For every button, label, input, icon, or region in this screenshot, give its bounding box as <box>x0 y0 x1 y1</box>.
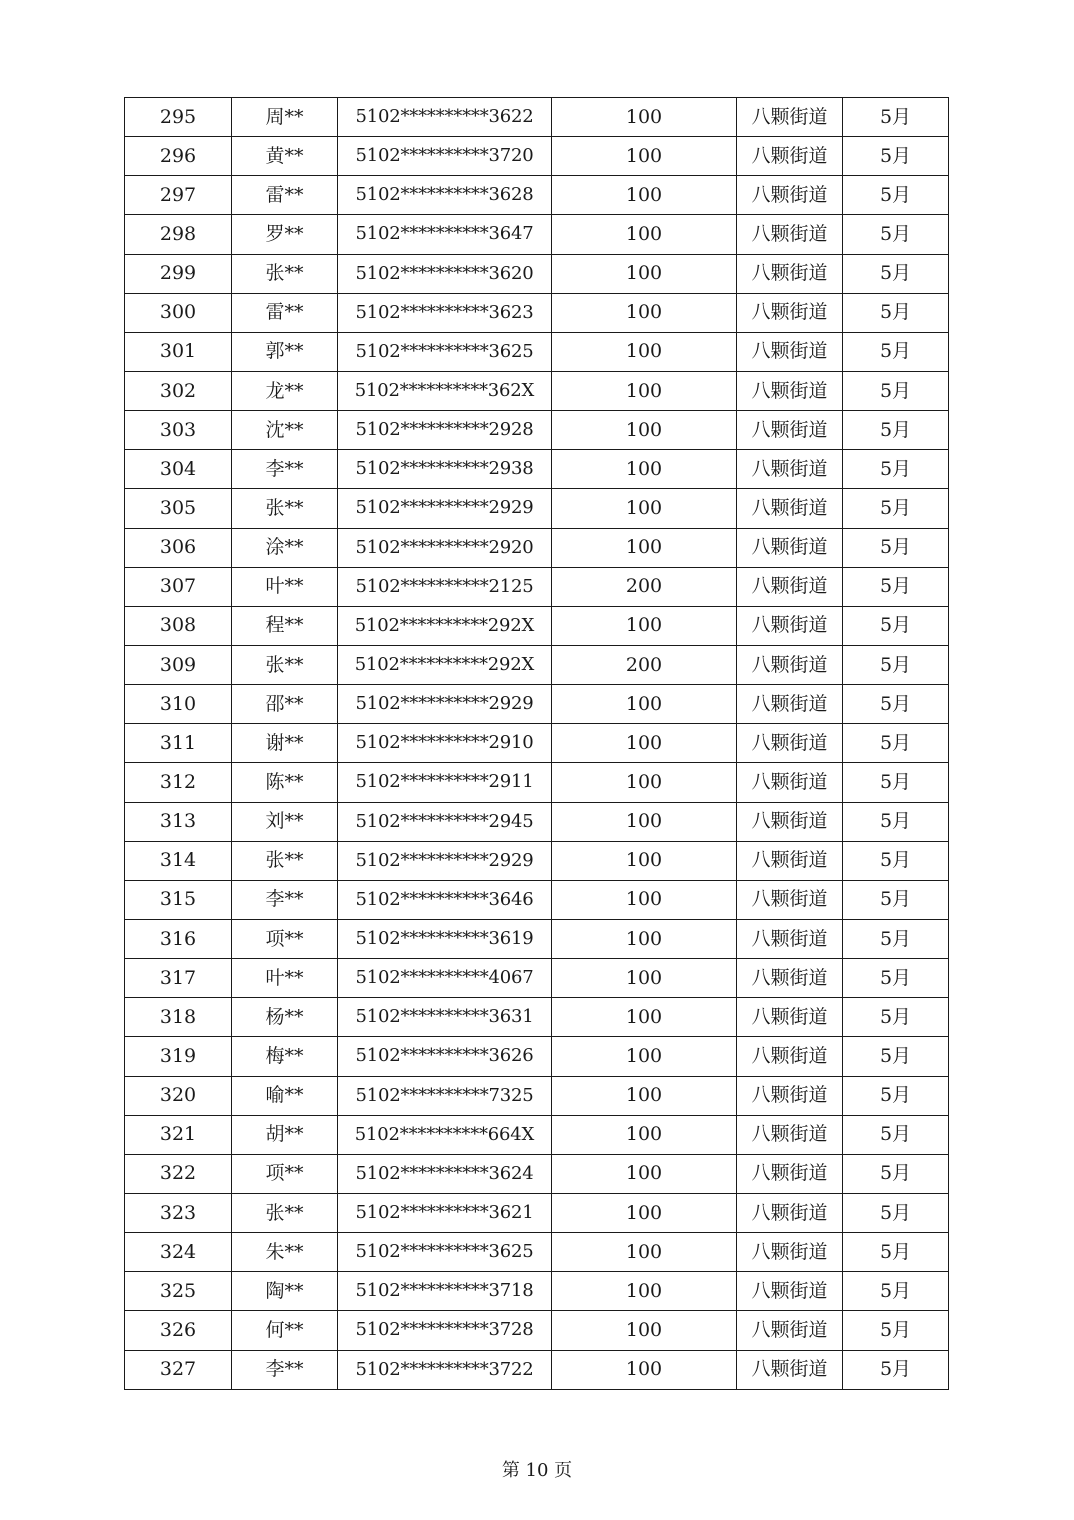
month-cell: 5月 <box>843 959 949 998</box>
amount-cell: 100 <box>552 411 737 450</box>
table-row <box>125 489 949 528</box>
roster-body <box>125 98 949 1390</box>
name-cell: 叶** <box>232 959 338 998</box>
amount-cell: 200 <box>552 567 737 606</box>
street-cell: 八颗街道 <box>737 880 843 919</box>
month-cell: 5月 <box>843 1154 949 1193</box>
row-number-cell: 311 <box>125 724 232 763</box>
table-row <box>125 450 949 489</box>
table-row <box>125 215 949 254</box>
month-cell: 5月 <box>843 998 949 1037</box>
street-cell: 八颗街道 <box>737 606 843 645</box>
amount-cell: 100 <box>552 371 737 410</box>
street-cell: 八颗街道 <box>737 1272 843 1311</box>
month-cell: 5月 <box>843 1272 949 1311</box>
name-cell: 张** <box>232 489 338 528</box>
amount-cell: 100 <box>552 489 737 528</box>
name-cell: 陈** <box>232 763 338 802</box>
name-cell: 梅** <box>232 1037 338 1076</box>
street-cell: 八颗街道 <box>737 98 843 137</box>
table-row <box>125 606 949 645</box>
table-row <box>125 98 949 137</box>
month-cell: 5月 <box>843 450 949 489</box>
amount-cell: 100 <box>552 1272 737 1311</box>
amount-cell: 100 <box>552 293 737 332</box>
street-cell: 八颗街道 <box>737 724 843 763</box>
month-cell: 5月 <box>843 1193 949 1232</box>
name-cell: 杨** <box>232 998 338 1037</box>
street-cell: 八颗街道 <box>737 763 843 802</box>
row-number-cell: 315 <box>125 880 232 919</box>
amount-cell: 100 <box>552 841 737 880</box>
amount-cell: 100 <box>552 998 737 1037</box>
row-number-cell: 308 <box>125 606 232 645</box>
name-cell: 朱** <box>232 1233 338 1272</box>
row-number-cell: 318 <box>125 998 232 1037</box>
id-number-cell: 5102**********3624 <box>338 1154 552 1193</box>
table-row <box>125 176 949 215</box>
table-row <box>125 724 949 763</box>
table-row <box>125 1233 949 1272</box>
row-number-cell: 301 <box>125 332 232 371</box>
name-cell: 何** <box>232 1311 338 1350</box>
amount-cell: 100 <box>552 724 737 763</box>
amount-cell: 100 <box>552 880 737 919</box>
street-cell: 八颗街道 <box>737 293 843 332</box>
table-row <box>125 959 949 998</box>
id-number-cell: 5102**********2125 <box>338 567 552 606</box>
month-cell: 5月 <box>843 645 949 684</box>
table-row <box>125 841 949 880</box>
month-cell: 5月 <box>843 724 949 763</box>
street-cell: 八颗街道 <box>737 176 843 215</box>
street-cell: 八颗街道 <box>737 371 843 410</box>
name-cell: 项** <box>232 919 338 958</box>
table-row <box>125 1037 949 1076</box>
street-cell: 八颗街道 <box>737 411 843 450</box>
id-number-cell: 5102**********3619 <box>338 919 552 958</box>
amount-cell: 100 <box>552 685 737 724</box>
name-cell: 雷** <box>232 293 338 332</box>
row-number-cell: 297 <box>125 176 232 215</box>
id-number-cell: 5102**********292X <box>338 645 552 684</box>
id-number-cell: 5102**********3628 <box>338 176 552 215</box>
amount-cell: 100 <box>552 137 737 176</box>
table-row <box>125 645 949 684</box>
month-cell: 5月 <box>843 176 949 215</box>
table-row <box>125 763 949 802</box>
id-number-cell: 5102**********4067 <box>338 959 552 998</box>
id-number-cell: 5102**********3722 <box>338 1350 552 1389</box>
street-cell: 八颗街道 <box>737 567 843 606</box>
month-cell: 5月 <box>843 1037 949 1076</box>
street-cell: 八颗街道 <box>737 919 843 958</box>
row-number-cell: 306 <box>125 528 232 567</box>
id-number-cell: 5102**********3625 <box>338 1233 552 1272</box>
id-number-cell: 5102**********3623 <box>338 293 552 332</box>
name-cell: 邵** <box>232 685 338 724</box>
row-number-cell: 325 <box>125 1272 232 1311</box>
name-cell: 李** <box>232 1350 338 1389</box>
street-cell: 八颗街道 <box>737 1154 843 1193</box>
name-cell: 胡** <box>232 1115 338 1154</box>
amount-cell: 100 <box>552 1154 737 1193</box>
id-number-cell: 5102**********3720 <box>338 137 552 176</box>
row-number-cell: 324 <box>125 1233 232 1272</box>
id-number-cell: 5102**********2911 <box>338 763 552 802</box>
name-cell: 项** <box>232 1154 338 1193</box>
month-cell: 5月 <box>843 919 949 958</box>
table-row <box>125 332 949 371</box>
amount-cell: 100 <box>552 959 737 998</box>
row-number-cell: 312 <box>125 763 232 802</box>
table-row <box>125 293 949 332</box>
name-cell: 罗** <box>232 215 338 254</box>
amount-cell: 100 <box>552 1037 737 1076</box>
street-cell: 八颗街道 <box>737 254 843 293</box>
amount-cell: 100 <box>552 1076 737 1115</box>
street-cell: 八颗街道 <box>737 1076 843 1115</box>
table-row <box>125 880 949 919</box>
amount-cell: 100 <box>552 802 737 841</box>
amount-cell: 100 <box>552 450 737 489</box>
street-cell: 八颗街道 <box>737 685 843 724</box>
row-number-cell: 321 <box>125 1115 232 1154</box>
street-cell: 八颗街道 <box>737 528 843 567</box>
month-cell: 5月 <box>843 489 949 528</box>
street-cell: 八颗街道 <box>737 802 843 841</box>
month-cell: 5月 <box>843 1115 949 1154</box>
id-number-cell: 5102**********3646 <box>338 880 552 919</box>
table-row <box>125 137 949 176</box>
id-number-cell: 5102**********2928 <box>338 411 552 450</box>
amount-cell: 100 <box>552 215 737 254</box>
month-cell: 5月 <box>843 685 949 724</box>
street-cell: 八颗街道 <box>737 998 843 1037</box>
street-cell: 八颗街道 <box>737 959 843 998</box>
row-number-cell: 302 <box>125 371 232 410</box>
id-number-cell: 5102**********3625 <box>338 332 552 371</box>
id-number-cell: 5102**********2920 <box>338 528 552 567</box>
table-row <box>125 254 949 293</box>
name-cell: 张** <box>232 1193 338 1232</box>
street-cell: 八颗街道 <box>737 1311 843 1350</box>
row-number-cell: 307 <box>125 567 232 606</box>
name-cell: 谢** <box>232 724 338 763</box>
month-cell: 5月 <box>843 606 949 645</box>
table-row <box>125 371 949 410</box>
street-cell: 八颗街道 <box>737 1350 843 1389</box>
roster-table <box>124 97 949 1390</box>
name-cell: 陶** <box>232 1272 338 1311</box>
row-number-cell: 298 <box>125 215 232 254</box>
row-number-cell: 295 <box>125 98 232 137</box>
month-cell: 5月 <box>843 1233 949 1272</box>
name-cell: 黄** <box>232 137 338 176</box>
id-number-cell: 5102**********3621 <box>338 1193 552 1232</box>
name-cell: 涂** <box>232 528 338 567</box>
amount-cell: 100 <box>552 1233 737 1272</box>
id-number-cell: 5102**********3620 <box>338 254 552 293</box>
page-number: 第 10 页 <box>501 1460 573 1481</box>
street-cell: 八颗街道 <box>737 841 843 880</box>
id-number-cell: 5102**********2929 <box>338 489 552 528</box>
row-number-cell: 304 <box>125 450 232 489</box>
street-cell: 八颗街道 <box>737 1115 843 1154</box>
month-cell: 5月 <box>843 567 949 606</box>
amount-cell: 100 <box>552 1350 737 1389</box>
id-number-cell: 5102**********3626 <box>338 1037 552 1076</box>
id-number-cell: 5102**********664X <box>338 1115 552 1154</box>
id-number-cell: 5102**********2945 <box>338 802 552 841</box>
table-row <box>125 919 949 958</box>
id-number-cell: 5102**********362X <box>338 371 552 410</box>
row-number-cell: 305 <box>125 489 232 528</box>
row-number-cell: 326 <box>125 1311 232 1350</box>
row-number-cell: 319 <box>125 1037 232 1076</box>
row-number-cell: 320 <box>125 1076 232 1115</box>
amount-cell: 100 <box>552 606 737 645</box>
month-cell: 5月 <box>843 880 949 919</box>
amount-cell: 100 <box>552 254 737 293</box>
name-cell: 李** <box>232 880 338 919</box>
street-cell: 八颗街道 <box>737 332 843 371</box>
month-cell: 5月 <box>843 254 949 293</box>
name-cell: 刘** <box>232 802 338 841</box>
amount-cell: 100 <box>552 332 737 371</box>
month-cell: 5月 <box>843 802 949 841</box>
row-number-cell: 316 <box>125 919 232 958</box>
table-row <box>125 567 949 606</box>
table-row <box>125 1350 949 1389</box>
amount-cell: 100 <box>552 176 737 215</box>
id-number-cell: 5102**********2929 <box>338 841 552 880</box>
month-cell: 5月 <box>843 1311 949 1350</box>
id-number-cell: 5102**********3647 <box>338 215 552 254</box>
name-cell: 周** <box>232 98 338 137</box>
id-number-cell: 5102**********3631 <box>338 998 552 1037</box>
row-number-cell: 300 <box>125 293 232 332</box>
name-cell: 喻** <box>232 1076 338 1115</box>
row-number-cell: 327 <box>125 1350 232 1389</box>
id-number-cell: 5102**********3718 <box>338 1272 552 1311</box>
name-cell: 龙** <box>232 371 338 410</box>
month-cell: 5月 <box>843 763 949 802</box>
amount-cell: 100 <box>552 919 737 958</box>
month-cell: 5月 <box>843 1350 949 1389</box>
row-number-cell: 323 <box>125 1193 232 1232</box>
name-cell: 沈** <box>232 411 338 450</box>
name-cell: 叶** <box>232 567 338 606</box>
id-number-cell: 5102**********2910 <box>338 724 552 763</box>
amount-cell: 100 <box>552 528 737 567</box>
street-cell: 八颗街道 <box>737 137 843 176</box>
amount-cell: 100 <box>552 98 737 137</box>
table-row <box>125 1311 949 1350</box>
id-number-cell: 5102**********2938 <box>338 450 552 489</box>
row-number-cell: 310 <box>125 685 232 724</box>
table-row <box>125 528 949 567</box>
month-cell: 5月 <box>843 332 949 371</box>
amount-cell: 100 <box>552 763 737 802</box>
month-cell: 5月 <box>843 841 949 880</box>
table-row <box>125 411 949 450</box>
table-row <box>125 1076 949 1115</box>
month-cell: 5月 <box>843 98 949 137</box>
table-row <box>125 685 949 724</box>
month-cell: 5月 <box>843 528 949 567</box>
row-number-cell: 296 <box>125 137 232 176</box>
amount-cell: 100 <box>552 1115 737 1154</box>
street-cell: 八颗街道 <box>737 645 843 684</box>
id-number-cell: 5102**********292X <box>338 606 552 645</box>
id-number-cell: 5102**********3728 <box>338 1311 552 1350</box>
name-cell: 张** <box>232 645 338 684</box>
name-cell: 张** <box>232 254 338 293</box>
id-number-cell: 5102**********7325 <box>338 1076 552 1115</box>
month-cell: 5月 <box>843 215 949 254</box>
street-cell: 八颗街道 <box>737 1193 843 1232</box>
name-cell: 张** <box>232 841 338 880</box>
month-cell: 5月 <box>843 1076 949 1115</box>
row-number-cell: 309 <box>125 645 232 684</box>
row-number-cell: 314 <box>125 841 232 880</box>
street-cell: 八颗街道 <box>737 215 843 254</box>
street-cell: 八颗街道 <box>737 450 843 489</box>
row-number-cell: 322 <box>125 1154 232 1193</box>
row-number-cell: 317 <box>125 959 232 998</box>
name-cell: 程** <box>232 606 338 645</box>
name-cell: 雷** <box>232 176 338 215</box>
name-cell: 李** <box>232 450 338 489</box>
amount-cell: 200 <box>552 645 737 684</box>
table-row <box>125 1193 949 1232</box>
row-number-cell: 313 <box>125 802 232 841</box>
table-row <box>125 1154 949 1193</box>
table-row <box>125 802 949 841</box>
street-cell: 八颗街道 <box>737 489 843 528</box>
name-cell: 郭** <box>232 332 338 371</box>
month-cell: 5月 <box>843 293 949 332</box>
amount-cell: 100 <box>552 1193 737 1232</box>
table-row <box>125 1115 949 1154</box>
street-cell: 八颗街道 <box>737 1037 843 1076</box>
id-number-cell: 5102**********3622 <box>338 98 552 137</box>
month-cell: 5月 <box>843 371 949 410</box>
row-number-cell: 303 <box>125 411 232 450</box>
table-row <box>125 1272 949 1311</box>
row-number-cell: 299 <box>125 254 232 293</box>
amount-cell: 100 <box>552 1311 737 1350</box>
id-number-cell: 5102**********2929 <box>338 685 552 724</box>
month-cell: 5月 <box>843 411 949 450</box>
month-cell: 5月 <box>843 137 949 176</box>
table-row <box>125 998 949 1037</box>
street-cell: 八颗街道 <box>737 1233 843 1272</box>
